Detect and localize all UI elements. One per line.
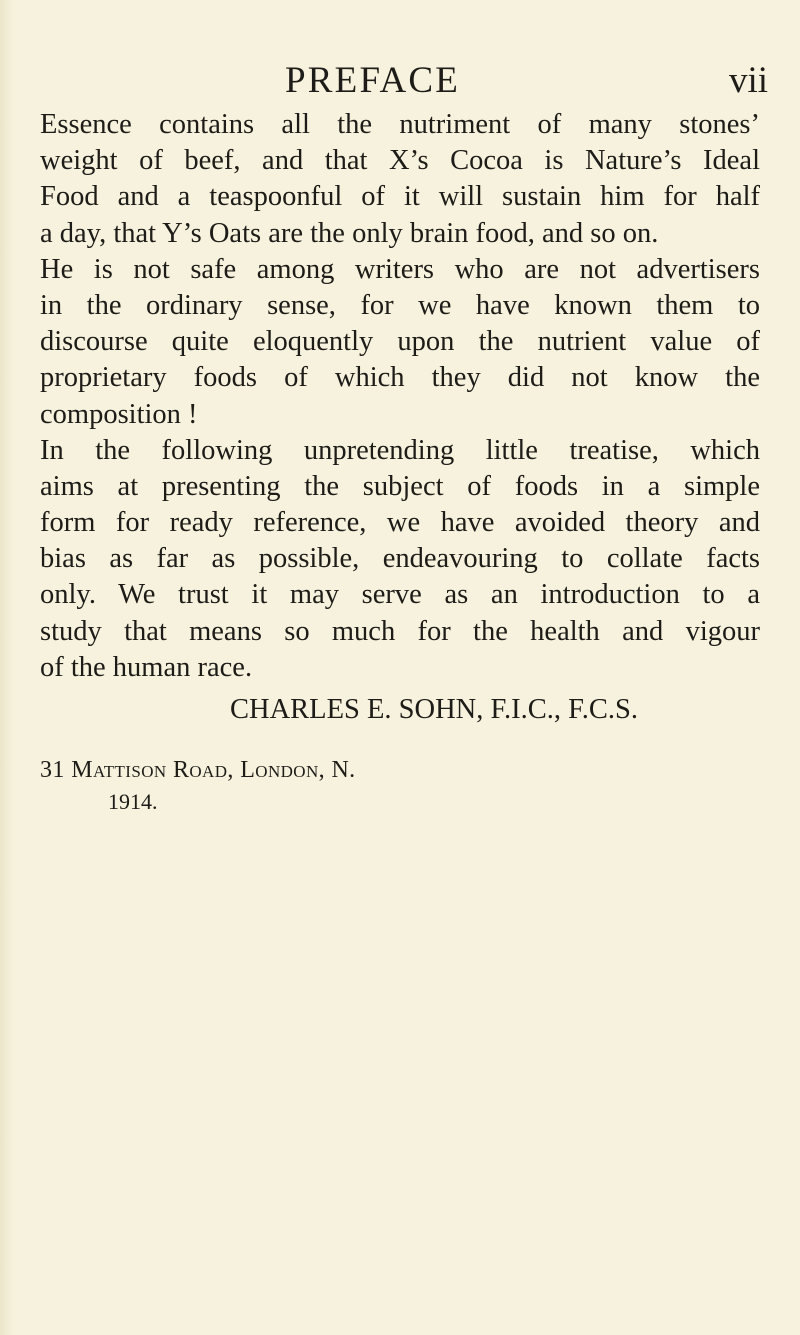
text-line: He is not safe among writers who are not advertisers (40, 253, 760, 285)
text-line: a day, that Y’s Oats are the only brain food, and so on. (40, 217, 659, 249)
running-head (0, 56, 800, 106)
running-title: PREFACE (285, 60, 461, 101)
text-line: study that means so much for the health and vigour (40, 615, 760, 647)
text-line: in the ordinary sense, for we have known them to (40, 289, 760, 321)
text-line: form for ready reference, we have avoided theory and (40, 507, 760, 539)
text-line: only. We trust it may serve as an introduction to a (40, 579, 760, 611)
preface-date: 1914. (108, 789, 158, 814)
text-line: discourse quite eloquently upon the nutrient value of (40, 326, 760, 358)
text-line: bias as far as possible, endeavouring to collate facts (40, 543, 760, 575)
text-line: weight of beef, and that X’s Cocoa is Nature’s Ideal (40, 145, 760, 177)
author-signature: CHARLES E. SOHN, F.I.C., F.C.S. (230, 694, 638, 725)
author-address: 31 Mattison Road, London, N. (40, 757, 356, 783)
text-line: In the following unpretending little treatise, which (40, 434, 760, 466)
text-line: composition ! (40, 398, 198, 430)
page-edge-shadow (0, 0, 14, 1335)
page-number: vii (729, 60, 769, 101)
text-line: proprietary foods of which they did not know the (40, 362, 760, 394)
text-line: aims at presenting the subject of foods in a simple (40, 470, 760, 502)
preface-body (40, 107, 760, 686)
text-line: of the human race. (40, 651, 253, 683)
text-line: Essence contains all the nutriment of many stones’ (40, 109, 760, 140)
text-line: Food and a teaspoonful of it will sustain him for half (40, 181, 760, 213)
